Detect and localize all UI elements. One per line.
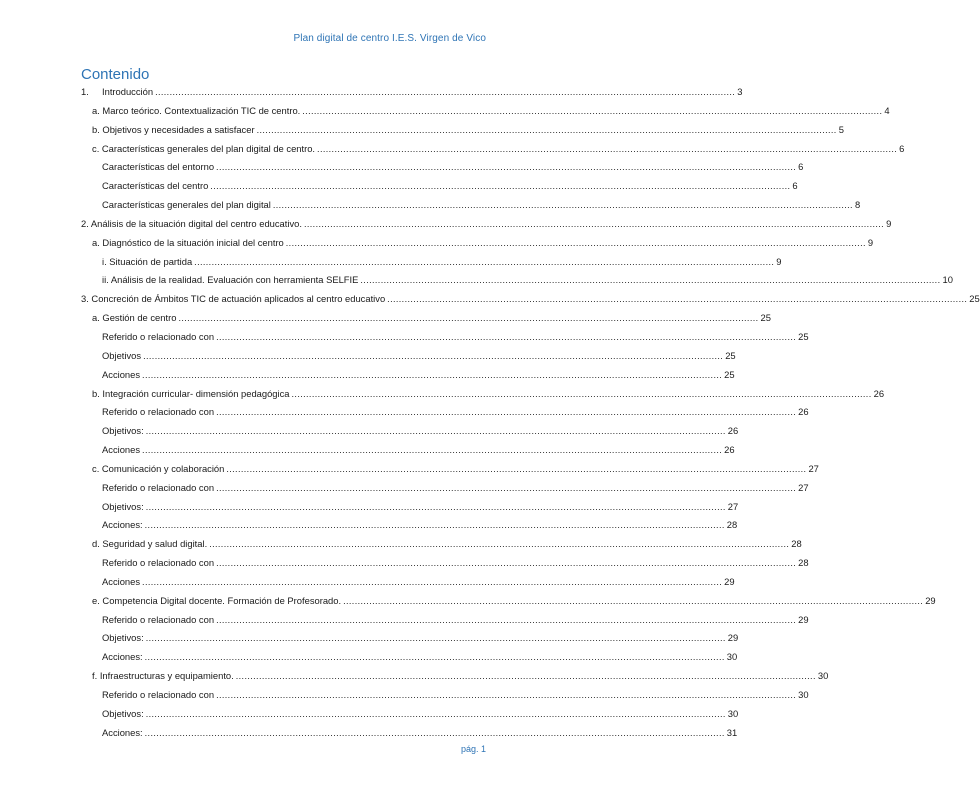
toc-entry-label: 2. Análisis de la situación digital del centro educativo. [81,217,302,229]
toc-entry-page: 31 [726,726,738,738]
toc-entry-label: Acciones [102,444,141,456]
toc-entry[interactable] [81,554,809,573]
toc-entry-label: e. Competencia Digital docente. Formación de Profesorado. [92,594,342,606]
toc-dot-leader: ........................................................................................................................................................................................................ [142,445,723,456]
toc-entry[interactable] [81,479,809,498]
toc-entry[interactable] [81,648,738,667]
toc-entry-label: c. Características generales del plan digital de centro. [92,142,316,154]
toc-entry-page: 6 [792,180,798,192]
toc-entry[interactable] [81,83,743,102]
toc-entry-page: 26 [727,425,739,437]
toc-entry-number: 1. [81,86,89,97]
toc-entry[interactable] [81,667,829,686]
page-header: Plan digital de centro I.E.S. Virgen de Vico [293,33,486,44]
toc-entry-page: 28 [726,519,738,531]
toc-dot-leader: ........................................................................................................................................................................................................ [142,369,723,380]
toc-entry-page: 9 [776,255,782,267]
toc-entry-label: b. Objetivos y necesidades a satisfacer [92,123,255,135]
toc-dot-leader: ........................................................................................................................................................................................................ [360,275,941,286]
toc-entry[interactable] [81,385,885,404]
toc-entry-label: Objetivos: [102,632,144,644]
toc-entry-page: 30 [726,651,738,663]
toc-entry-page: 4 [884,104,890,116]
toc-dot-leader: ........................................................................................................................................................................................................ [226,463,807,474]
toc-entry-page: 26 [873,387,885,399]
toc-dot-leader: ........................................................................................................................................................................................................ [216,482,797,493]
toc-entry-label: f. Infraestructuras y equipamiento. [92,670,234,682]
toc-entry-label: d. Seguridad y salud digital. [92,538,208,550]
toc-entry[interactable] [81,686,809,705]
toc-dot-leader: ........................................................................................................................................................................................................ [143,350,724,361]
toc-entry[interactable] [81,290,980,309]
toc-entry-label: i. Situación de partida [102,255,193,267]
toc-entry-label: Referido o relacionado con [102,613,215,625]
toc-entry[interactable] [81,498,739,517]
toc-entry[interactable] [81,629,739,648]
toc-entry[interactable] [81,253,782,272]
toc-entry-page: 27 [808,462,819,474]
toc-entry-label: Referido o relacionado con [102,330,215,342]
toc-entry-page: 26 [798,406,809,418]
toc-entry[interactable] [81,422,739,441]
toc-entry[interactable] [81,121,844,140]
toc-entry-label: a. Gestión de centro [92,312,177,324]
toc-dot-leader: ........................................................................................................................................................................................................ [256,124,837,135]
toc-dot-leader: ........................................................................................................................................................................................................ [216,407,797,418]
toc-entry[interactable] [81,215,892,234]
toc-entry-label: Referido o relacionado con [102,557,215,569]
page-number: pág. 1 [460,744,486,754]
toc-entry-page: 9 [886,217,892,229]
toc-entry-label: Referido o relacionado con [102,481,215,493]
toc-entry-label: Objetivos: [102,425,144,437]
toc-entry-label: Introducción [102,86,154,97]
toc-dot-leader: ........................................................................................................................................................................................................ [216,614,797,625]
toc-entry-label: Acciones [102,575,141,587]
toc-entry[interactable] [81,611,809,630]
toc-entry-page: 29 [798,613,809,625]
toc-entry-label: a. Diagnóstico de la situación inicial del centro [92,236,284,248]
toc-entry[interactable] [81,460,819,479]
toc-entry[interactable] [81,366,735,385]
toc-dot-leader: ........................................................................................................................................................................................................ [145,633,726,644]
toc-entry[interactable] [81,196,861,215]
toc-entry-label: b. Integración curricular- dimensión pedagógica [92,387,290,399]
toc-dot-leader: ........................................................................................................................................................................................................ [317,143,898,154]
toc-entry-page: 28 [798,557,809,569]
toc-dot-leader: ........................................................................................................................................................................................................ [285,237,866,248]
toc-dot-leader: ........................................................................................................................................................................................................ [272,200,853,211]
toc-dot-leader: ........................................................................................................................................................................................................ [302,105,883,116]
toc-entry-page: 8 [854,199,861,211]
toc-entry[interactable] [81,535,802,554]
toc-entry-label: 3. Concreción de Ámbitos TIC de actuación aplicados al centro educativo [81,293,386,305]
toc-entry-label: Objetivos: [102,707,144,719]
toc-dot-leader: ........................................................................................................................................................................................................ [216,331,797,342]
toc-entry-page: 6 [899,142,905,154]
toc-entry-page: 30 [727,707,739,719]
toc-entry[interactable] [81,158,804,177]
toc-dot-leader: ........................................................................................................................................................................................................ [303,218,885,229]
toc-entry-label: a. Marco teórico. Contextualización TIC de centro. [92,104,301,116]
toc-entry-page: 25 [760,312,771,324]
toc-entry-page: 25 [798,330,809,342]
toc-entry-page: 27 [727,500,739,512]
toc-entry-label: Características del entorno [102,161,215,173]
toc-dot-leader: ........................................................................................................................................................................................................ [216,162,797,173]
toc-dot-leader: ........................................................................................................................................................................................................ [145,426,726,437]
toc-dot-leader: ........................................................................................................................................................................................................ [144,652,725,663]
toc-entry-label: Objetivos [102,349,142,361]
toc-entry[interactable] [81,724,738,743]
toc-entry-page: 27 [798,481,809,493]
toc-entry-label: Acciones: [102,726,143,738]
toc-dot-leader: ........................................................................................................................................................................................................ [235,671,816,682]
toc-entry[interactable] [81,328,809,347]
toc-entry[interactable] [81,271,953,290]
toc-entry-page: 10 [942,274,953,286]
toc-entry-label: Referido o relacionado con [102,406,215,418]
toc-entry-page: 25 [725,349,736,361]
toc-entry-page: 29 [925,594,936,606]
toc-entry[interactable] [81,102,890,121]
toc-entry-page: 6 [798,161,804,173]
toc-entry[interactable] [81,592,936,611]
toc-entry[interactable] [81,441,735,460]
toc-entry-page: 9 [867,236,874,248]
toc-dot-leader: ........................................................................................................................................................................................................ [216,558,797,569]
toc-entry-page: 30 [798,689,809,700]
toc-entry-label: Acciones [102,368,141,380]
table-of-contents [81,83,980,743]
toc-entry-page: 29 [727,632,739,644]
toc-entry[interactable] [81,347,736,366]
toc-title: Contenido [81,66,150,83]
toc-entry-label: Acciones: [102,651,143,663]
toc-entry[interactable] [81,177,798,196]
toc-entry[interactable] [81,573,735,592]
toc-entry-page: 25 [724,368,735,380]
toc-dot-leader: ........................................................................................................................................................................................................ [216,690,797,700]
toc-dot-leader: ........................................................................................................................................................................................................ [291,388,872,399]
toc-entry[interactable] [81,705,739,724]
toc-dot-leader: ........................................................................................................................................................................................................ [343,595,924,606]
toc-dot-leader: ........................................................................................................................................................................................................ [387,294,968,305]
toc-entry-label: Características generales del plan digital [102,199,271,211]
toc-entry[interactable] [81,403,809,422]
toc-dot-leader: ........................................................................................................................................................................................................ [144,520,725,531]
toc-entry-page: 3 [737,86,743,97]
toc-entry-label: ii. Análisis de la realidad. Evaluación con herramienta SELFIE [102,274,359,286]
toc-dot-leader: ........................................................................................................................................................................................................ [144,727,725,738]
toc-entry[interactable] [81,140,905,159]
toc-entry-label: Acciones: [102,519,143,531]
toc-dot-leader: ........................................................................................................................................................................................................ [210,181,791,192]
toc-entry-label: Referido o relacionado con [102,689,215,700]
toc-dot-leader: ........................................................................................................................................................................................................ [145,708,726,719]
toc-dot-leader: ........................................................................................................................................................................................................ [209,539,790,550]
toc-dot-leader: ........................................................................................................................................................................................................ [178,313,759,324]
toc-entry-page: 30 [817,670,829,682]
toc-entry-page: 28 [791,538,802,550]
toc-dot-leader: ........................................................................................................................................................................................................ [155,87,736,97]
toc-entry[interactable] [81,309,771,328]
toc-entry-page: 5 [838,123,844,135]
toc-entry-page: 25 [969,293,980,305]
toc-entry-label: Características del centro [102,180,209,192]
toc-entry[interactable] [81,234,874,253]
toc-entry-page: 29 [724,575,735,587]
toc-dot-leader: ........................................................................................................................................................................................................ [145,501,726,512]
toc-entry-label: c. Comunicación y colaboración [92,462,225,474]
toc-dot-leader: ........................................................................................................................................................................................................ [142,576,723,587]
toc-entry-page: 26 [724,444,735,456]
toc-entry[interactable] [81,516,738,535]
toc-entry-label: Objetivos: [102,500,144,512]
toc-dot-leader: ........................................................................................................................................................................................................ [194,256,775,267]
